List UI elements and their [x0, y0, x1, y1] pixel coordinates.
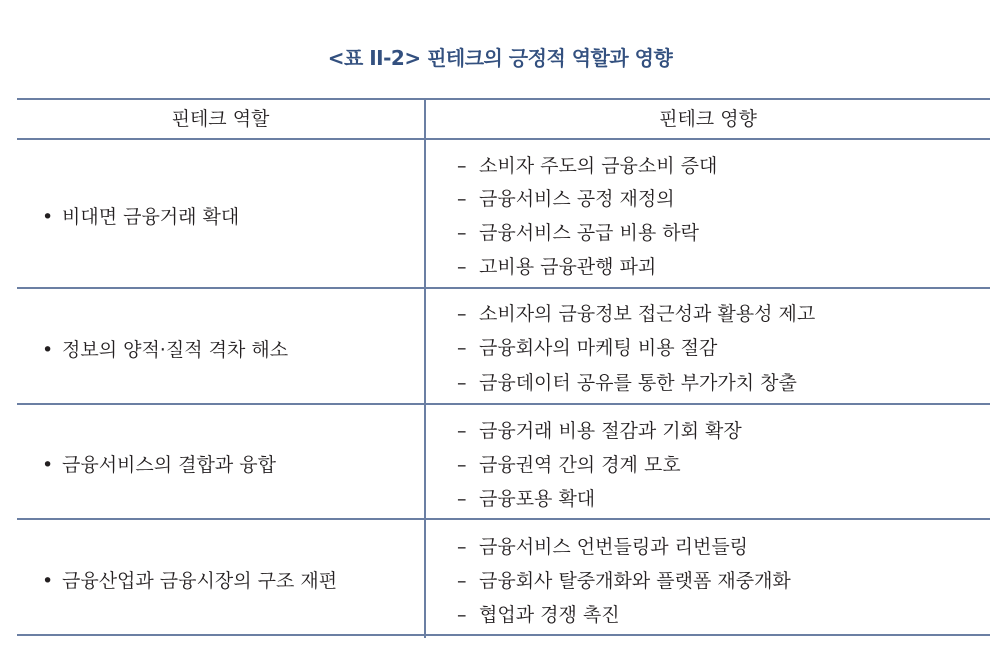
- role-cell-1: • 비대면 금융거래 확대: [42, 206, 240, 228]
- role-text: 정보의 양적·질적 격차 해소: [62, 339, 289, 361]
- impact-item: – 금융거래 비용 절감과 기회 확장: [457, 420, 742, 442]
- impact-item: – 금융데이터 공유를 통한 부가가치 창출: [457, 372, 797, 394]
- impact-item: – 금융서비스 공정 재정의: [457, 188, 675, 210]
- impact-item: – 금융회사의 마케팅 비용 절감: [457, 337, 718, 359]
- impact-item: – 금융서비스 공급 비용 하락: [457, 222, 700, 244]
- header-rule: [17, 138, 990, 140]
- role-text: 비대면 금융거래 확대: [62, 206, 240, 228]
- role-cell-4: • 금융산업과 금융시장의 구조 재편: [42, 570, 338, 592]
- header-impact: 핀테크 영향: [659, 108, 757, 130]
- table-caption: <표 II-2> 핀테크의 긍정적 역할과 영향: [327, 46, 673, 70]
- row-rule: [17, 403, 990, 405]
- role-text: 금융산업과 금융시장의 구조 재편: [62, 570, 338, 592]
- impact-item: – 금융서비스 언번들링과 리번들링: [457, 536, 749, 558]
- impact-item: – 소비자 주도의 금융소비 증대: [457, 155, 718, 177]
- row-rule: [17, 518, 990, 520]
- role-cell-2: • 정보의 양적·질적 격차 해소: [42, 339, 289, 361]
- column-divider: [424, 98, 426, 638]
- impact-item: – 고비용 금융관행 파괴: [457, 256, 657, 278]
- table-bottom-rule: [17, 634, 990, 636]
- role-cell-3: • 금융서비스의 결합과 융합: [42, 454, 276, 476]
- impact-item: – 금융포용 확대: [457, 488, 596, 510]
- impact-item: – 협업과 경쟁 촉진: [457, 604, 620, 626]
- row-rule: [17, 287, 990, 289]
- impact-item: – 금융권역 간의 경계 모호: [457, 454, 681, 476]
- header-role: 핀테크 역할: [171, 108, 270, 130]
- impact-item: – 금융회사 탈중개화와 플랫폼 재중개화: [457, 570, 791, 592]
- role-text: 금융서비스의 결합과 융합: [62, 454, 276, 476]
- impact-item: – 소비자의 금융정보 접근성과 활용성 제고: [457, 303, 816, 325]
